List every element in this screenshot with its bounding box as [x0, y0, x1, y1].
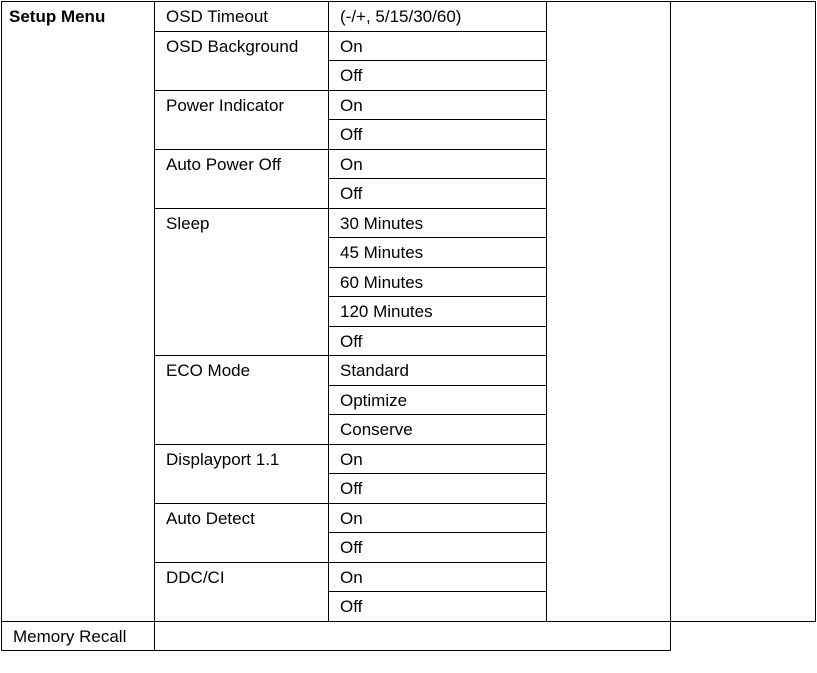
setting-label-sleep: Sleep — [155, 208, 329, 356]
setting-label-osd-background: OSD Background — [155, 31, 329, 90]
option-on: On — [329, 31, 547, 61]
option-off: Off — [329, 533, 547, 563]
option-off: Off — [329, 120, 547, 150]
option-off: Off — [329, 61, 547, 91]
setting-label-osd-timeout: OSD Timeout — [155, 2, 329, 32]
setting-label-eco-mode: ECO Mode — [155, 356, 329, 445]
option-off: Off — [329, 592, 547, 622]
setting-label-ddc-ci: DDC/CI — [155, 562, 329, 621]
option-on: On — [329, 503, 547, 533]
option-osd-timeout-range: (-/+, 5/15/30/60) — [329, 2, 547, 32]
setting-label-memory-recall: Memory Recall — [2, 621, 155, 651]
table-row — [2, 621, 816, 651]
option-60-minutes: 60 Minutes — [329, 267, 547, 297]
option-optimize: Optimize — [329, 385, 547, 415]
menu-title: Setup Menu — [2, 2, 155, 622]
empty-cell — [155, 621, 671, 651]
setting-label-auto-detect: Auto Detect — [155, 503, 329, 562]
option-45-minutes: 45 Minutes — [329, 238, 547, 268]
option-on: On — [329, 444, 547, 474]
option-off: Off — [329, 326, 547, 356]
option-on: On — [329, 90, 547, 120]
option-on: On — [329, 562, 547, 592]
option-off: Off — [329, 474, 547, 504]
empty-cell — [547, 2, 671, 622]
option-30-minutes: 30 Minutes — [329, 208, 547, 238]
table-row — [2, 2, 816, 32]
setup-menu-table — [1, 1, 816, 651]
setting-label-auto-power-off: Auto Power Off — [155, 149, 329, 208]
option-120-minutes: 120 Minutes — [329, 297, 547, 327]
empty-cell — [671, 2, 816, 622]
option-on: On — [329, 149, 547, 179]
option-conserve: Conserve — [329, 415, 547, 445]
setting-label-power-indicator: Power Indicator — [155, 90, 329, 149]
setting-label-displayport: Displayport 1.1 — [155, 444, 329, 503]
option-standard: Standard — [329, 356, 547, 386]
option-off: Off — [329, 179, 547, 209]
